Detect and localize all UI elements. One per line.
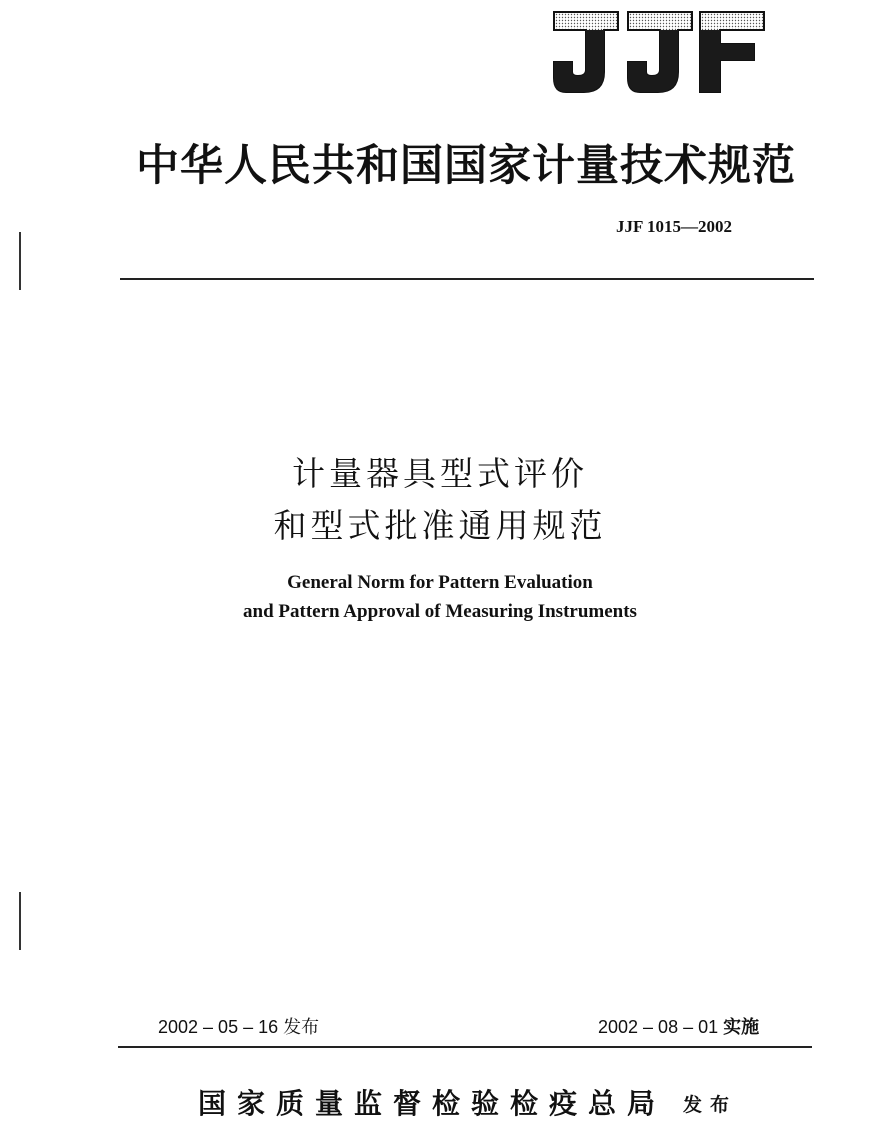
publisher-action: 发布 <box>683 1094 738 1116</box>
chinese-title-line-2: 和型式批准通用规范 <box>273 506 607 545</box>
bottom-divider <box>118 1046 812 1048</box>
jjf-logo <box>552 10 766 94</box>
english-title-line-2: and Pattern Approval of Measuring Instruments <box>243 601 637 622</box>
main-title: 中华人民共和国国家计量技术规范 <box>136 141 796 191</box>
effective-label: 实施 <box>723 1017 760 1038</box>
margin-mark-bottom <box>19 892 21 950</box>
chinese-title-line-1: 计量器具型式评价 <box>292 454 588 493</box>
effective-date: 2002 – 08 – 01 <box>598 1017 719 1037</box>
effective-date-block <box>598 1013 759 1039</box>
margin-mark-top <box>19 232 21 290</box>
issue-date-block <box>158 1013 319 1039</box>
english-title-line-1: General Norm for Pattern Evaluation <box>287 572 593 593</box>
publisher-name: 国家质量监督检验检疫总局 <box>198 1087 667 1120</box>
top-divider <box>120 278 814 280</box>
issue-date: 2002 – 05 – 16 <box>158 1017 279 1037</box>
issue-label: 发布 <box>283 1017 320 1038</box>
document-number: JJF 1015—2002 <box>615 217 732 236</box>
